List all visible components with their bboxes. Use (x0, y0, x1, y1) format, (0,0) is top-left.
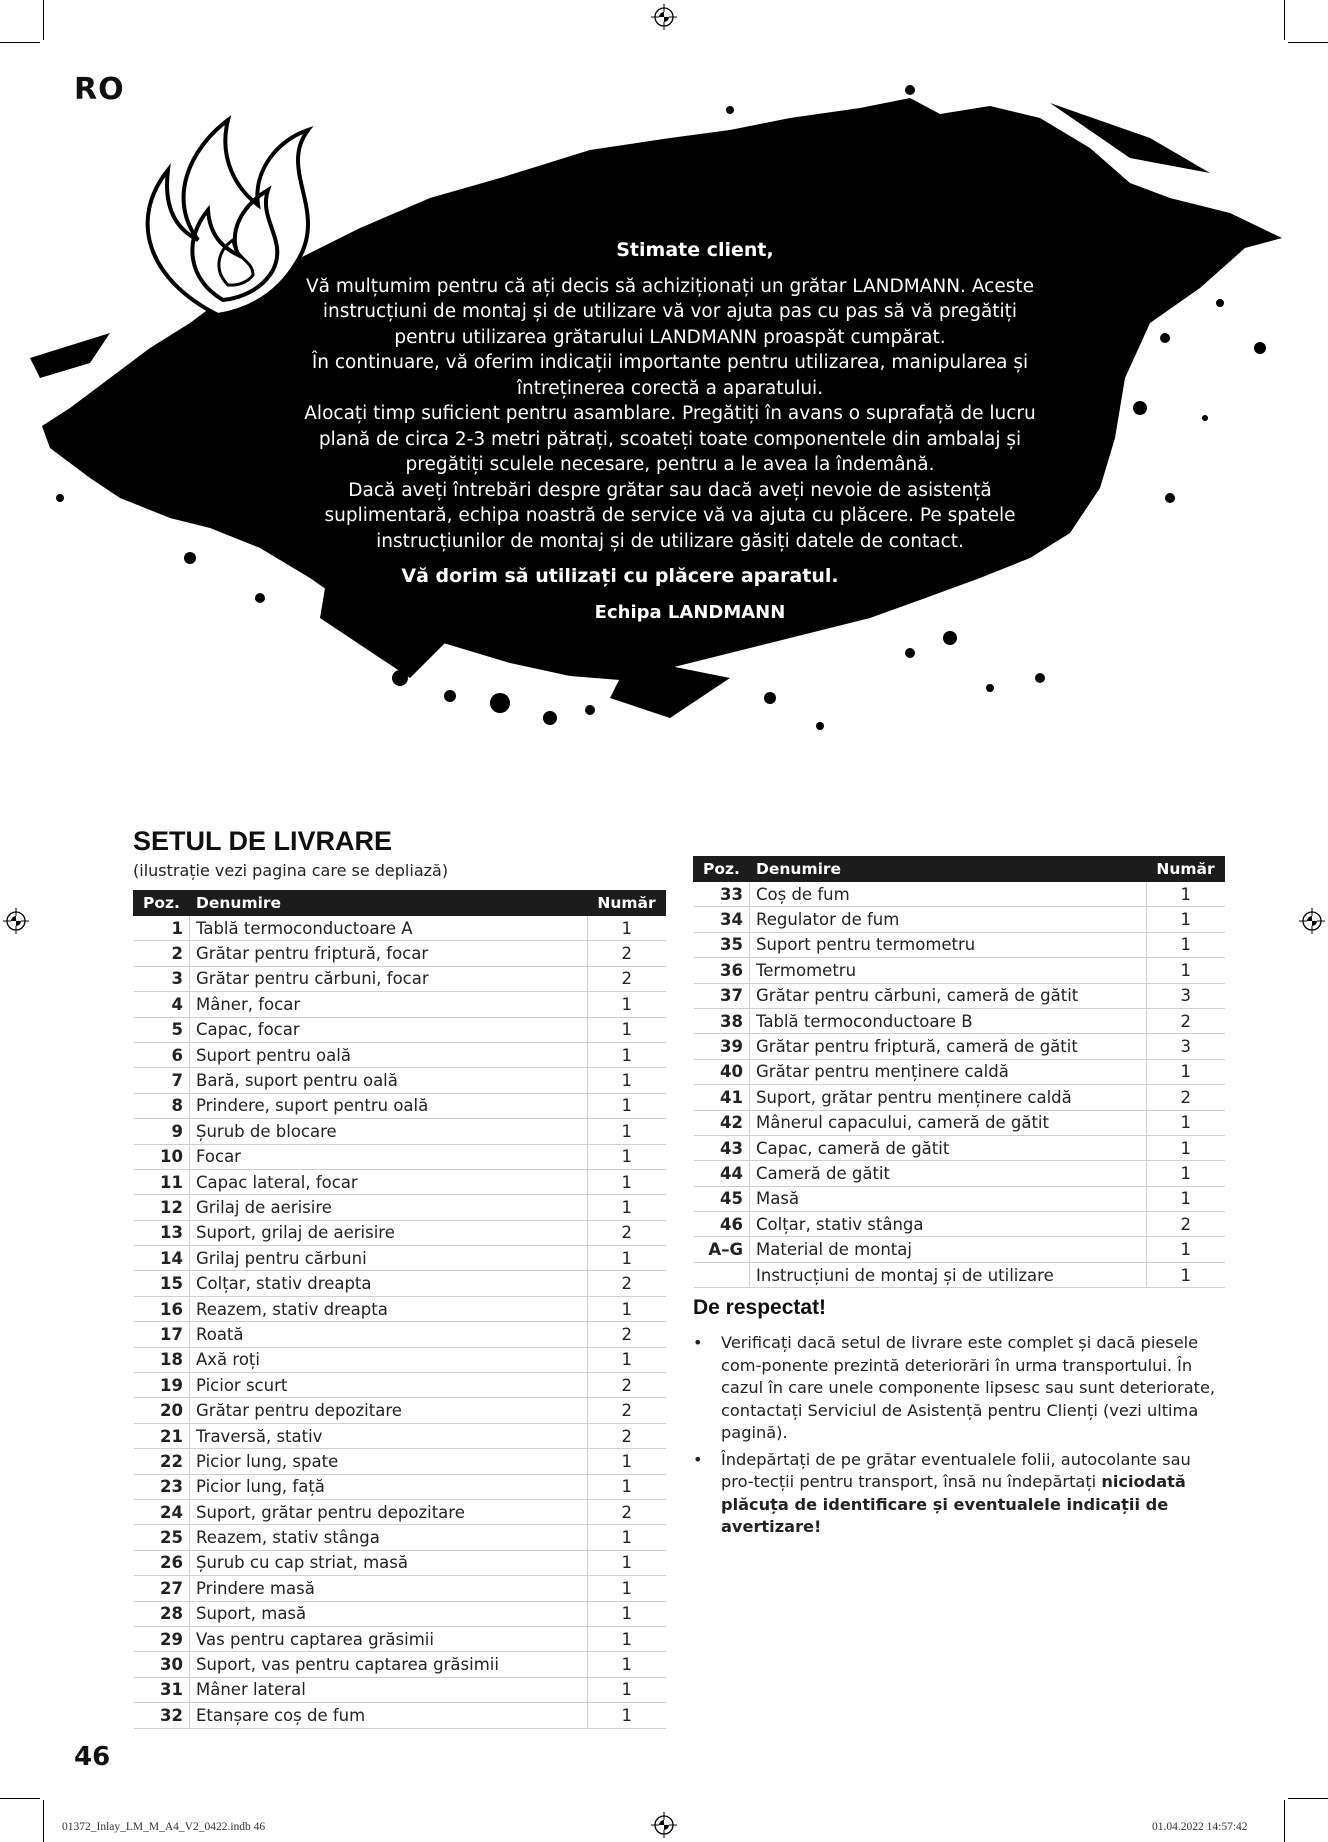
part-quantity: 1 (588, 1703, 666, 1728)
part-quantity: 1 (588, 1677, 666, 1702)
table-row (134, 1576, 666, 1601)
part-position: 10 (134, 1144, 190, 1169)
part-name: Șurub cu cap striat, masă (190, 1550, 588, 1575)
part-position: 33 (694, 882, 750, 907)
part-name: Suport, grătar pentru menținere caldă (750, 1085, 1147, 1110)
part-position: A–G (694, 1237, 750, 1262)
table-row (134, 1144, 666, 1169)
table-row (694, 1161, 1225, 1186)
part-position: 31 (134, 1677, 190, 1702)
table-row (134, 1677, 666, 1702)
part-position: 25 (134, 1525, 190, 1550)
table-row (134, 1703, 666, 1728)
notice-title: De respectat! (693, 1296, 827, 1319)
table-row (134, 1068, 666, 1093)
table-row (134, 1042, 666, 1067)
part-name: Suport, masă (190, 1601, 588, 1626)
part-position: 11 (134, 1169, 190, 1194)
part-position: 44 (694, 1161, 750, 1186)
part-quantity: 1 (588, 1626, 666, 1651)
part-name: Capac, cameră de gătit (750, 1135, 1147, 1160)
part-position: 38 (694, 1008, 750, 1033)
part-name: Picior scurt (190, 1373, 588, 1398)
intro-paragraph: Alocați timp suficient pentru asamblare. Pregătiți în avans o suprafață de lucru plană de circa 2-3 metri pătrați, scoateți toate componentele din ambalaj și pregătiți sculele necesare, pentru a le avea la îndemână. (304, 403, 1036, 475)
notice-item (693, 1332, 1223, 1445)
part-position: 16 (134, 1296, 190, 1321)
part-position: 40 (694, 1059, 750, 1084)
part-name: Capac, focar (190, 1017, 588, 1042)
part-quantity: 1 (1147, 1135, 1225, 1160)
part-quantity: 1 (588, 1576, 666, 1601)
table-row (694, 1237, 1225, 1262)
part-name: Mânerul capacului, cameră de gătit (750, 1110, 1147, 1135)
table-row (134, 1601, 666, 1626)
part-quantity: 1 (588, 1042, 666, 1067)
part-quantity: 1 (588, 1119, 666, 1144)
table-row (694, 1186, 1225, 1211)
crop-mark (43, 0, 44, 40)
table-row (134, 916, 666, 941)
part-name: Masă (750, 1186, 1147, 1211)
part-name: Colțar, stativ dreapta (190, 1271, 588, 1296)
part-quantity: 2 (588, 1373, 666, 1398)
part-position: 28 (134, 1601, 190, 1626)
part-name: Grătar pentru friptură, cameră de gătit (750, 1034, 1147, 1059)
table-row (694, 907, 1225, 932)
part-position: 8 (134, 1093, 190, 1118)
table-row (694, 1034, 1225, 1059)
part-quantity: 1 (1147, 932, 1225, 957)
part-position: 34 (694, 907, 750, 932)
part-name: Coș de fum (750, 882, 1147, 907)
part-position: 18 (134, 1347, 190, 1372)
part-name: Termometru (750, 958, 1147, 983)
part-position: 6 (134, 1042, 190, 1067)
flame-logo-icon (128, 110, 328, 320)
part-position: 27 (134, 1576, 190, 1601)
intro-signature: Echipa LANDMANN (594, 601, 786, 623)
part-quantity: 2 (588, 1322, 666, 1347)
registration-mark-icon (651, 1812, 677, 1838)
part-position: 21 (134, 1423, 190, 1448)
part-position: 3 (134, 966, 190, 991)
parts-table-left (133, 890, 666, 1729)
part-name: Suport, vas pentru captarea grăsimii (190, 1652, 588, 1677)
part-quantity: 1 (1147, 1262, 1225, 1287)
part-name: Material de montaj (750, 1237, 1147, 1262)
part-name: Instrucțiuni de montaj și de utilizare (750, 1262, 1147, 1287)
crop-mark (43, 1800, 44, 1842)
part-quantity: 1 (588, 1347, 666, 1372)
table-row (134, 992, 666, 1017)
part-name: Suport pentru termometru (750, 932, 1147, 957)
crop-mark (0, 42, 40, 43)
part-name: Focar (190, 1144, 588, 1169)
table-row (134, 1373, 666, 1398)
part-quantity: 3 (1147, 1034, 1225, 1059)
part-quantity: 1 (588, 1093, 666, 1118)
part-position: 29 (134, 1626, 190, 1651)
part-position: 12 (134, 1195, 190, 1220)
part-position: 37 (694, 983, 750, 1008)
part-quantity: 2 (588, 1398, 666, 1423)
part-quantity: 2 (588, 1423, 666, 1448)
part-quantity: 1 (588, 1449, 666, 1474)
table-row (134, 1499, 666, 1524)
table-row (134, 1423, 666, 1448)
column-header-pos: Poz. (694, 857, 750, 882)
part-name: Grătar pentru cărbuni, cameră de gătit (750, 983, 1147, 1008)
intro-paragraph: Dacă aveți întrebări despre grătar sau dacă aveți nevoie de asistență suplimentară, echipa noastră de service vă va ajuta cu plăcere. Pe spatele instrucțiunilor de montaj și de utilizare găsiți datele de contact. (324, 479, 1016, 552)
part-quantity: 1 (588, 1601, 666, 1626)
part-name: Picior lung, spate (190, 1449, 588, 1474)
part-quantity: 2 (1147, 1008, 1225, 1033)
part-quantity: 1 (588, 1550, 666, 1575)
part-position: 45 (694, 1186, 750, 1211)
part-name: Prindere, suport pentru oală (190, 1093, 588, 1118)
intro-paragraph: Vă mulțumim pentru că ați decis să achiziționați un grătar LANDMANN. Aceste instrucțiuni de montaj și de utilizare vă vor ajuta pas cu pas să vă pregătiți pentru utilizarea grătarului LANDMANN proaspăt cumpărat. (306, 275, 1034, 348)
part-position: 9 (134, 1119, 190, 1144)
part-name: Regulator de fum (750, 907, 1147, 932)
part-quantity: 2 (1147, 1212, 1225, 1237)
notice-item-text: Îndepărtați de pe grătar eventualele folii, autocolante sau pro-tecții pentru transport, însă nu îndepărtați (721, 1449, 1191, 1491)
crop-mark (1284, 1800, 1285, 1842)
table-row (134, 1093, 666, 1118)
part-position: 22 (134, 1449, 190, 1474)
table-row (694, 958, 1225, 983)
part-position: 13 (134, 1220, 190, 1245)
part-position: 35 (694, 932, 750, 957)
part-position: 36 (694, 958, 750, 983)
part-name: Capac lateral, focar (190, 1169, 588, 1194)
notice-item (693, 1449, 1223, 1539)
registration-mark-icon (1299, 908, 1325, 934)
part-name: Grilaj pentru cărbuni (190, 1246, 588, 1271)
part-quantity: 1 (588, 1296, 666, 1321)
registration-mark-icon (651, 4, 677, 30)
parts-table-right (693, 856, 1225, 1288)
part-position: 19 (134, 1373, 190, 1398)
part-quantity: 1 (1147, 1237, 1225, 1262)
table-row (134, 966, 666, 991)
intro-paragraph: În continuare, vă oferim indicații importante pentru utilizarea, manipularea și întreținerea corectă a aparatului. (311, 352, 1029, 399)
table-row (694, 1212, 1225, 1237)
table-row (134, 1449, 666, 1474)
part-name: Grătar pentru depozitare (190, 1398, 588, 1423)
intro-greeting: Stimate client, (616, 239, 774, 261)
table-row (134, 1398, 666, 1423)
table-row (134, 1296, 666, 1321)
part-quantity: 2 (588, 1220, 666, 1245)
part-quantity: 2 (588, 966, 666, 991)
crop-mark (1288, 42, 1328, 43)
part-position: 39 (694, 1034, 750, 1059)
column-header-name: Denumire (750, 857, 1147, 882)
part-name: Grătar pentru cărbuni, focar (190, 966, 588, 991)
part-name: Tablă termoconductoare B (750, 1008, 1147, 1033)
part-position (694, 1262, 750, 1287)
part-quantity: 1 (1147, 1059, 1225, 1084)
part-name: Vas pentru captarea grăsimii (190, 1626, 588, 1651)
part-name: Picior lung, față (190, 1474, 588, 1499)
part-quantity: 1 (588, 1652, 666, 1677)
part-position: 32 (134, 1703, 190, 1728)
column-header-qty: Număr (588, 891, 666, 916)
table-row (694, 1008, 1225, 1033)
table-row (134, 1119, 666, 1144)
part-quantity: 1 (1147, 958, 1225, 983)
part-position: 14 (134, 1246, 190, 1271)
part-position: 1 (134, 916, 190, 941)
part-name: Tablă termoconductoare A (190, 916, 588, 941)
part-quantity: 1 (1147, 1186, 1225, 1211)
part-position: 26 (134, 1550, 190, 1575)
part-name: Suport pentru oală (190, 1042, 588, 1067)
table-row (134, 1220, 666, 1245)
part-name: Reazem, stativ stânga (190, 1525, 588, 1550)
part-name: Șurub de blocare (190, 1119, 588, 1144)
column-header-qty: Număr (1147, 857, 1225, 882)
part-quantity: 1 (588, 1525, 666, 1550)
part-quantity: 1 (1147, 1161, 1225, 1186)
table-row (134, 1626, 666, 1651)
table-row (694, 1059, 1225, 1084)
part-name: Suport, grilaj de aerisire (190, 1220, 588, 1245)
part-quantity: 1 (588, 1474, 666, 1499)
table-row (694, 932, 1225, 957)
part-quantity: 1 (1147, 907, 1225, 932)
part-position: 15 (134, 1271, 190, 1296)
part-quantity: 2 (588, 941, 666, 966)
part-quantity: 2 (1147, 1085, 1225, 1110)
part-name: Traversă, stativ (190, 1423, 588, 1448)
crop-mark (1284, 0, 1285, 40)
section-subtitle: (ilustrație vezi pagina care se depliază) (133, 861, 449, 880)
table-row (694, 882, 1225, 907)
part-name: Cameră de gătit (750, 1161, 1147, 1186)
table-row (134, 1347, 666, 1372)
table-row (694, 1085, 1225, 1110)
part-quantity: 1 (588, 1195, 666, 1220)
table-row (134, 1525, 666, 1550)
intro-wish: Vă dorim să utilizați cu plăcere aparatul. (401, 565, 839, 587)
part-position: 5 (134, 1017, 190, 1042)
part-position: 23 (134, 1474, 190, 1499)
table-row (134, 1550, 666, 1575)
part-name: Colțar, stativ stânga (750, 1212, 1147, 1237)
part-name: Axă roți (190, 1347, 588, 1372)
crop-mark (0, 1798, 40, 1799)
table-row (694, 1135, 1225, 1160)
part-quantity: 1 (588, 1017, 666, 1042)
part-quantity: 1 (588, 916, 666, 941)
table-row (134, 1652, 666, 1677)
part-quantity: 1 (588, 1144, 666, 1169)
part-name: Etanșare coș de fum (190, 1703, 588, 1728)
part-quantity: 1 (588, 1068, 666, 1093)
part-position: 41 (694, 1085, 750, 1110)
part-name: Mâner, focar (190, 992, 588, 1017)
footer-timestamp: 01.04.2022 14:57:42 (1152, 1821, 1248, 1833)
table-row (134, 1271, 666, 1296)
table-row (694, 1262, 1225, 1287)
language-tag: RO (74, 72, 125, 107)
registration-mark-icon (3, 908, 29, 934)
table-row (134, 1246, 666, 1271)
part-quantity: 1 (588, 992, 666, 1017)
table-row (134, 1195, 666, 1220)
part-name: Mâner lateral (190, 1677, 588, 1702)
part-position: 43 (694, 1135, 750, 1160)
table-row (134, 941, 666, 966)
part-name: Bară, suport pentru oală (190, 1068, 588, 1093)
part-quantity: 1 (588, 1246, 666, 1271)
part-position: 24 (134, 1499, 190, 1524)
part-position: 2 (134, 941, 190, 966)
section-title: SETUL DE LIVRARE (133, 826, 393, 856)
column-header-pos: Poz. (134, 891, 190, 916)
part-name: Grătar pentru menținere caldă (750, 1059, 1147, 1084)
part-name: Reazem, stativ dreapta (190, 1296, 588, 1321)
part-position: 46 (694, 1212, 750, 1237)
table-row (694, 1110, 1225, 1135)
part-position: 42 (694, 1110, 750, 1135)
part-position: 4 (134, 992, 190, 1017)
part-quantity: 1 (588, 1169, 666, 1194)
page-number: 46 (74, 1742, 111, 1772)
crop-mark (1288, 1798, 1328, 1799)
part-name: Suport, grătar pentru depozitare (190, 1499, 588, 1524)
table-row (694, 983, 1225, 1008)
part-position: 17 (134, 1322, 190, 1347)
intro-letter (300, 238, 1040, 625)
part-quantity: 3 (1147, 983, 1225, 1008)
part-position: 20 (134, 1398, 190, 1423)
part-quantity: 1 (1147, 882, 1225, 907)
part-name: Grilaj de aerisire (190, 1195, 588, 1220)
part-position: 7 (134, 1068, 190, 1093)
notice-item-text: Verificați dacă setul de livrare este complet și dacă piesele com-ponente prezintă deteriorări în urma transportului. În cazul în care unele componente lipsesc sau sunt deteriorate, contactați Serviciul de Asistență pentru Clienți (vezi ultima pagină). (721, 1333, 1216, 1442)
footer-filename: 01372_Inlay_LM_M_A4_V2_0422.indb 46 (62, 1821, 266, 1833)
part-quantity: 1 (1147, 1110, 1225, 1135)
table-row (134, 1474, 666, 1499)
part-position: 30 (134, 1652, 190, 1677)
table-row (134, 1169, 666, 1194)
table-row (134, 1017, 666, 1042)
part-quantity: 2 (588, 1499, 666, 1524)
notice-list (693, 1332, 1223, 1543)
part-quantity: 2 (588, 1271, 666, 1296)
table-row (134, 1322, 666, 1347)
part-name: Prindere masă (190, 1576, 588, 1601)
part-name: Grătar pentru friptură, focar (190, 941, 588, 966)
column-header-name: Denumire (190, 891, 588, 916)
part-name: Roată (190, 1322, 588, 1347)
notice-item-emphasis: niciodată plăcuța de identificare și eventualele indicații de avertizare! (721, 1472, 1186, 1536)
